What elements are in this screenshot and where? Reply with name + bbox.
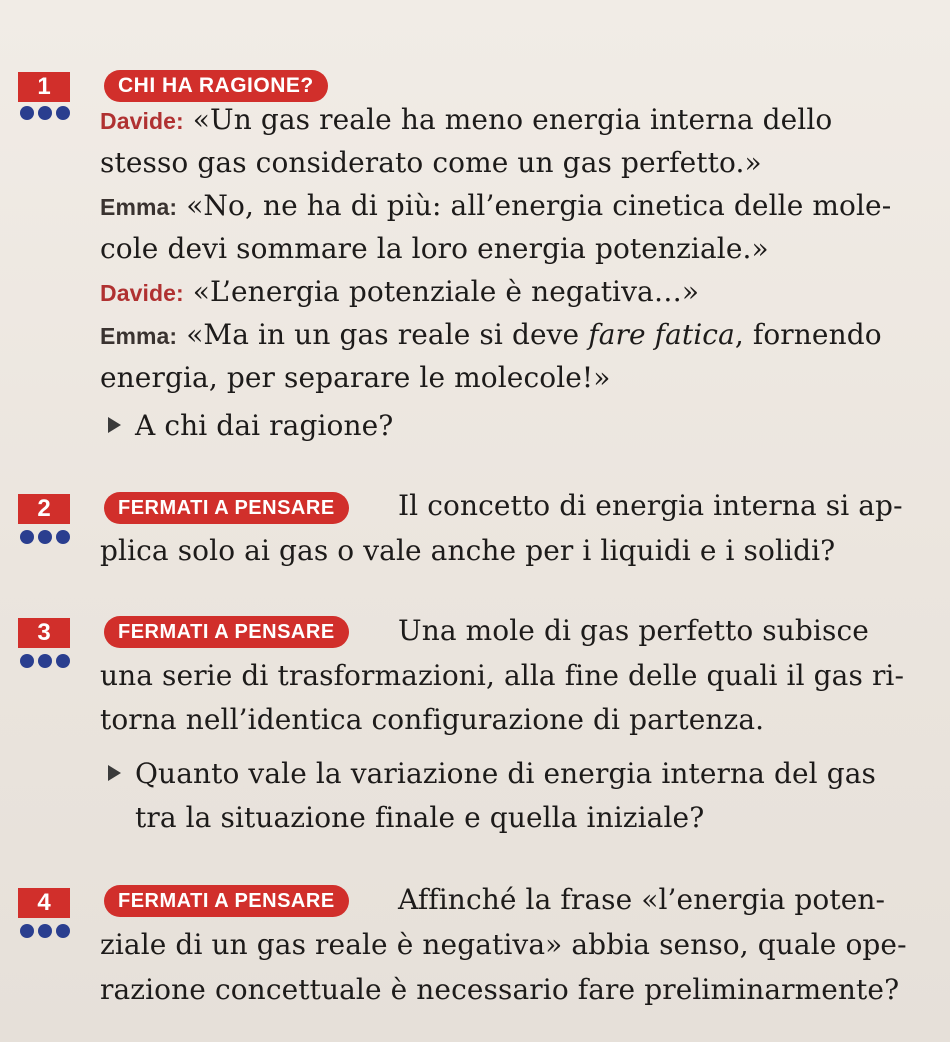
- body-line: Una mole di gas perfetto subisce: [398, 614, 869, 647]
- triangle-bullet-icon: [108, 417, 121, 433]
- dialogue-text: energia, per separare le molecole!»: [100, 361, 611, 394]
- dialogue-text: «L’energia potenziale è negativa…»: [183, 275, 700, 308]
- difficulty-dots-icon: [20, 530, 70, 544]
- body-line: ziale di un gas reale è negativa» abbia senso, quale ope-: [100, 928, 907, 961]
- dialogue-line: [100, 358, 611, 398]
- dialogue-text: cole devi sommare la loro energia potenziale.»: [100, 232, 769, 265]
- dialogue-line: [100, 186, 891, 227]
- body-line: plica solo ai gas o vale anche per i liquidi e i solidi?: [100, 534, 836, 567]
- dialogue-line: [100, 100, 832, 141]
- body-line: Il concetto di energia interna si ap-: [398, 489, 903, 522]
- section-badge: FERMATI A PENSARE: [104, 616, 349, 648]
- dialogue-line: [100, 315, 882, 356]
- question-text: Quanto vale la variazione di energia interna del gas: [135, 757, 876, 790]
- body-line: Affinché la frase «l’energia poten-: [398, 883, 886, 916]
- question-text: A chi dai ragione?: [135, 409, 394, 442]
- dialogue-text: «No, ne ha di più: all’energia cinetica delle mole-: [177, 189, 892, 222]
- speaker-name: Emma:: [100, 323, 178, 349]
- question-line: [108, 754, 876, 794]
- body-line: razione concettuale è necessario fare preliminarmente?: [100, 973, 900, 1006]
- section-badge: FERMATI A PENSARE: [104, 885, 349, 917]
- dialogue-line: [100, 272, 699, 313]
- dialogue-line: [100, 229, 769, 269]
- exercise-number: 4: [18, 888, 70, 918]
- body-line: torna nell’identica configurazione di partenza.: [100, 703, 765, 736]
- exercise-number: 3: [18, 618, 70, 648]
- question-line: tra la situazione finale e quella iniziale?: [135, 801, 705, 834]
- triangle-bullet-icon: [108, 765, 121, 781]
- dialogue-line: [100, 143, 762, 183]
- question-line: [108, 406, 393, 446]
- section-badge: FERMATI A PENSARE: [104, 492, 349, 524]
- speaker-name: Emma:: [100, 194, 178, 220]
- dialogue-italic: fare fatica: [588, 318, 735, 351]
- exercise-number: 1: [18, 72, 70, 102]
- exercise-number: 2: [18, 494, 70, 524]
- body-line: una serie di trasformazioni, alla fine delle quali il gas ri-: [100, 659, 905, 692]
- difficulty-dots-icon: [20, 106, 70, 120]
- speaker-name: Davide:: [100, 280, 184, 306]
- speaker-name: Davide:: [100, 108, 184, 134]
- dialogue-text: «Ma in un gas reale si deve: [177, 318, 589, 351]
- dialogue-text: , fornendo: [734, 318, 882, 351]
- difficulty-dots-icon: [20, 654, 70, 668]
- dialogue-text: «Un gas reale ha meno energia interna dello: [183, 103, 833, 136]
- difficulty-dots-icon: [20, 924, 70, 938]
- dialogue-text: stesso gas considerato come un gas perfetto.»: [100, 146, 762, 179]
- section-badge: CHI HA RAGIONE?: [104, 70, 328, 102]
